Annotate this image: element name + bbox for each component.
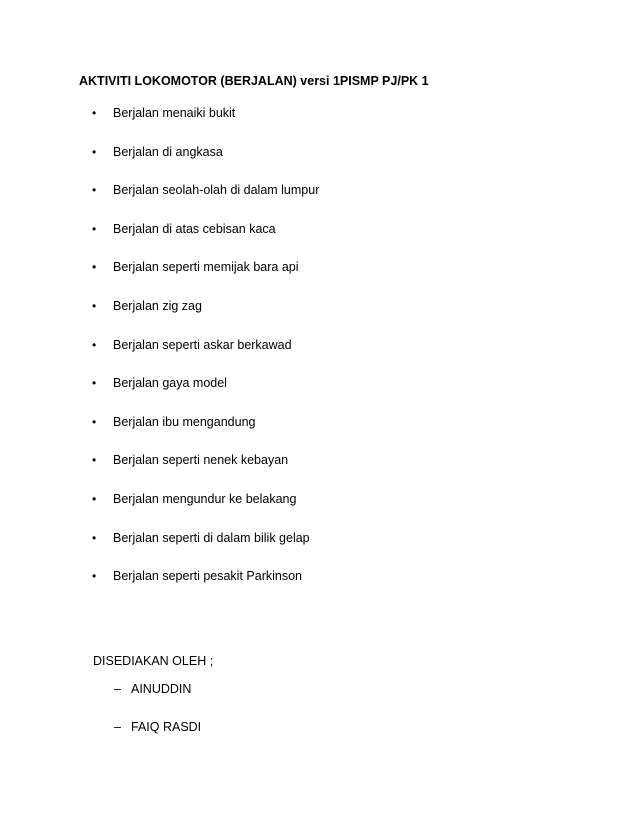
activity-label: Berjalan seolah-olah di dalam lumpur: [113, 183, 320, 198]
bullet-icon: •: [92, 414, 97, 429]
bullet-icon: •: [92, 337, 97, 352]
activity-label: Berjalan menaiki bukit: [113, 106, 236, 120]
activity-label: Berjalan mengundur ke belakang: [113, 491, 297, 506]
activity-label: Berjalan di atas cebisan kaca: [113, 221, 276, 236]
activity-label: Berjalan seperti askar berkawad: [113, 337, 292, 352]
document-title: AKTIVITI LOKOMOTOR (BERJALAN) versi 1PISMP PJ/PK 1: [79, 74, 429, 88]
activity-label: Berjalan seperti di dalam bilik gelap: [113, 530, 310, 545]
bullet-icon: •: [92, 298, 97, 313]
activity-label: Berjalan seperti pesakit Parkinson: [113, 569, 302, 584]
bullet-icon: •: [92, 491, 97, 506]
bullet-icon: •: [92, 106, 97, 120]
bullet-icon: •: [92, 144, 97, 159]
bullet-icon: •: [92, 376, 97, 391]
dash-icon: –: [114, 682, 121, 696]
activity-label: Berjalan seperti memijak bara api: [113, 260, 299, 275]
prepared-by-label: DISEDIAKAN OLEH ;: [93, 654, 214, 668]
bullet-icon: •: [92, 260, 97, 275]
activity-label: Berjalan gaya model: [113, 376, 227, 391]
bullet-icon: •: [92, 453, 97, 468]
activity-label: Berjalan ibu mengandung: [113, 414, 256, 429]
bullet-icon: •: [92, 569, 97, 584]
dash-icon: –: [114, 720, 121, 734]
author-name: AINUDDIN: [131, 682, 192, 696]
activity-label: Berjalan di angkasa: [113, 144, 223, 159]
bullet-icon: •: [92, 221, 97, 236]
activity-label: Berjalan zig zag: [113, 298, 202, 313]
bullet-icon: •: [92, 530, 97, 545]
activity-label: Berjalan seperti nenek kebayan: [113, 453, 289, 468]
bullet-icon: •: [92, 183, 97, 198]
author-name: FAIQ RASDI: [131, 720, 202, 734]
